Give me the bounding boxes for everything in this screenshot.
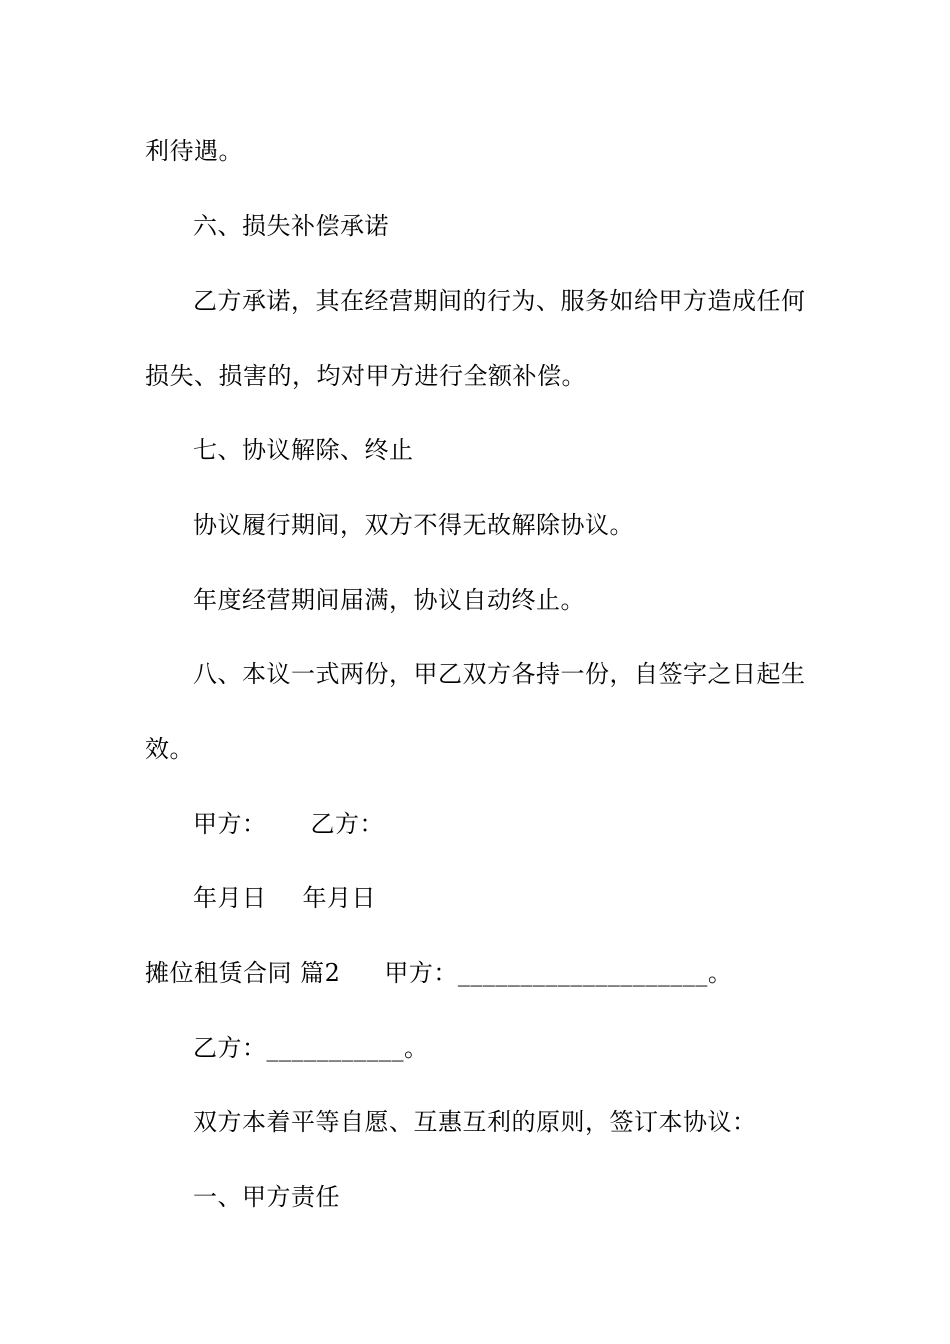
date-b: 年月日 [302, 884, 376, 912]
paragraph-line: 乙方承诺，其在经营期间的行为、服务如给甲方造成任何 [193, 287, 806, 315]
party-b-line: 乙方：___________。 [193, 1034, 429, 1062]
signature-parties [193, 809, 384, 839]
contract2-header-line [145, 958, 732, 988]
signature-dates [193, 883, 376, 913]
paragraph-line: 年度经营期间届满，协议自动终止。 [193, 586, 585, 614]
paragraph-line: 利待遇。 [145, 137, 243, 165]
principle-line: 双方本着平等自愿、互惠互利的原则，签订本协议： [193, 1108, 757, 1136]
section-heading-6: 六、损失补偿承诺 [193, 212, 389, 240]
paragraph-line: 协议履行期间，双方不得无故解除协议。 [193, 511, 634, 539]
section-heading-1: 一、甲方责任 [193, 1183, 340, 1211]
date-a: 年月日 [193, 884, 267, 912]
party-b-label: 乙方： [310, 810, 384, 838]
paragraph-line: 损失、损害的，均对甲方进行全额补偿。 [145, 362, 586, 390]
paragraph-line: 效。 [145, 735, 194, 763]
section-heading-8: 八、本议一式两份，甲乙双方各持一份，自签字之日起生 [193, 660, 806, 688]
party-a-label: 甲方： [193, 810, 267, 838]
section-heading-7: 七、协议解除、终止 [193, 436, 414, 464]
contract-title: 摊位租赁合同 篇2 [145, 959, 341, 987]
party-a-line: 甲方：____________________。 [384, 959, 733, 987]
